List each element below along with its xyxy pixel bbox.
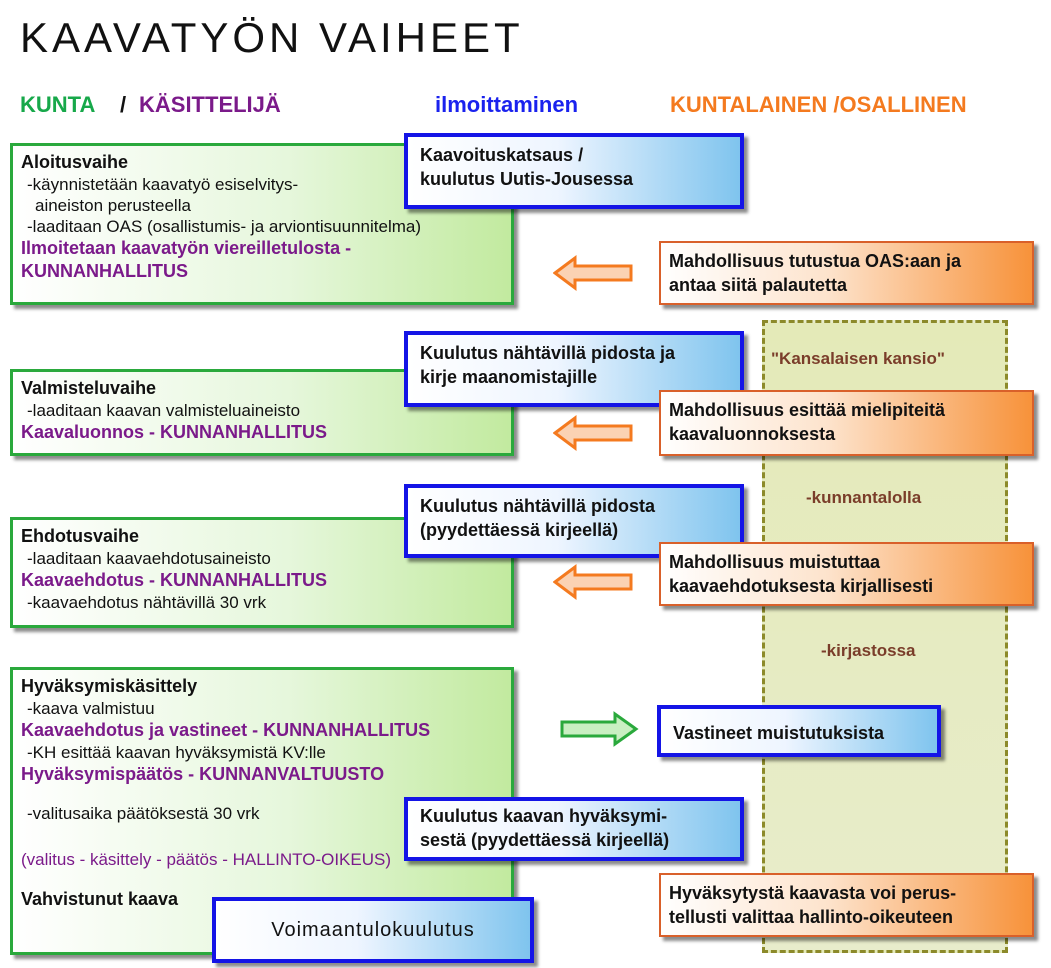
phase-hyvaksyminen-line: -KH esittää kaavan hyväksymistä KV:lle xyxy=(27,743,326,762)
citizen-line: Mahdollisuus muistuttaa xyxy=(669,552,881,572)
header-kunta: KUNTA xyxy=(20,92,96,117)
orange-left-arrow-icon xyxy=(553,564,635,600)
citizen-vastineet-box: Vastineet muistutuksista xyxy=(657,705,941,757)
citizen-line: Mahdollisuus tutustua OAS:aan ja xyxy=(669,251,962,271)
phase-ehdotus-decision: Kaavaehdotus - KUNNANHALLITUS xyxy=(21,570,328,590)
citizen-folder-place-kunnantalo: -kunnantalolla xyxy=(806,488,922,507)
phase-valmistelu-decision: Kaavaluonnos - KUNNANHALLITUS xyxy=(21,422,328,442)
citizen-line: antaa siitä palautetta xyxy=(669,275,848,295)
phase-aloitus-decision: KUNNANHALLITUS xyxy=(21,261,188,281)
phase-valmistelu-title: Valmisteluvaihe xyxy=(21,378,157,398)
phase-aloitus-line: aineiston perusteella xyxy=(35,196,191,215)
citizen-oas-box xyxy=(659,241,1034,305)
notice-voimaantulo: Voimaantulokuulutus xyxy=(212,897,534,963)
notice-kaavoituskatsaus xyxy=(404,133,744,209)
phase-aloitus-line: -laaditaan OAS (osallistumis- ja arviontisuunnitelma) xyxy=(27,217,421,236)
phase-hyvaksyminen-decision: Hyväksymispäätös - KUNNANVALTUUSTO xyxy=(21,764,385,784)
phase-hyvaksyminen-decision: Kaavaehdotus ja vastineet - KUNNANHALLITUS xyxy=(21,720,431,740)
green-right-arrow-icon xyxy=(559,711,639,747)
notice-line: kirje maanomistajille xyxy=(420,367,598,387)
phase-aloitus-line: -käynnistetään kaavatyö esiselvitys- xyxy=(27,175,299,194)
orange-left-arrow-icon xyxy=(553,255,635,291)
header-kasittelija: KÄSITTELIJÄ xyxy=(139,92,281,117)
citizen-folder-title: "Kansalaisen kansio" xyxy=(771,349,945,368)
phase-ehdotus-line: -kaavaehdotus nähtävillä 30 vrk xyxy=(27,593,267,612)
citizen-line: Hyväksytystä kaavasta voi perus- xyxy=(669,883,957,903)
phase-ehdotus-line: -laaditaan kaavaehdotusaineisto xyxy=(27,549,271,568)
notice-line: Kaavoituskatsaus / xyxy=(420,145,584,165)
citizen-line: tellusti valittaa hallinto-oikeuteen xyxy=(669,907,954,927)
phase-valmistelu-line: -laaditaan kaavan valmisteluaineisto xyxy=(27,401,301,420)
notice-line: (pyydettäessä kirjeellä) xyxy=(420,520,619,540)
citizen-line: Mahdollisuus esittää mielipiteitä xyxy=(669,400,946,420)
phase-hyvaksyminen-appeal: (valitus - käsittely - päätös - HALLINTO-OIKEUS) xyxy=(21,850,392,869)
notice-line: Kuulutus nähtävillä pidosta ja xyxy=(420,343,676,363)
phase-hyvaksyminen-line: -valitusaika päätöksestä 30 vrk xyxy=(27,804,260,823)
citizen-muistutus-box xyxy=(659,542,1034,606)
notice-line: Kuulutus nähtävillä pidosta xyxy=(420,496,656,516)
citizen-folder-place-kirjasto: -kirjastossa xyxy=(821,641,916,660)
header-kuntalainen: KUNTALAINEN /OSALLINEN xyxy=(670,92,967,117)
notice-line: kuulutus Uutis-Jousessa xyxy=(420,169,634,189)
citizen-line: kaavaluonnoksesta xyxy=(669,424,836,444)
notice-hyvaksyminen xyxy=(404,797,744,861)
header-slash: / xyxy=(120,92,127,117)
phase-hyvaksyminen-title: Hyväksymiskäsittely xyxy=(21,676,198,696)
phase-aloitus-decision: Ilmoitetaan kaavatyön viereilletulosta - xyxy=(21,238,352,258)
citizen-valitus-box xyxy=(659,873,1034,937)
page-title: KAAVATYÖN VAIHEET xyxy=(20,14,524,61)
phase-hyvaksyminen-line: -kaava valmistuu xyxy=(27,699,155,718)
orange-left-arrow-icon xyxy=(553,415,635,451)
phase-aloitus-title: Aloitusvaihe xyxy=(21,152,129,172)
citizen-line: kaavaehdotuksesta kirjallisesti xyxy=(669,576,934,596)
phase-ehdotus-title: Ehdotusvaihe xyxy=(21,526,140,546)
notice-line: sestä (pyydettäessä kirjeellä) xyxy=(420,830,670,850)
citizen-mielipide-box xyxy=(659,390,1034,456)
notice-line: Kuulutus kaavan hyväksymi- xyxy=(420,806,668,826)
header-ilmoittaminen: ilmoittaminen xyxy=(435,92,579,117)
phase-hyvaksyminen-final: Vahvistunut kaava xyxy=(21,889,179,909)
